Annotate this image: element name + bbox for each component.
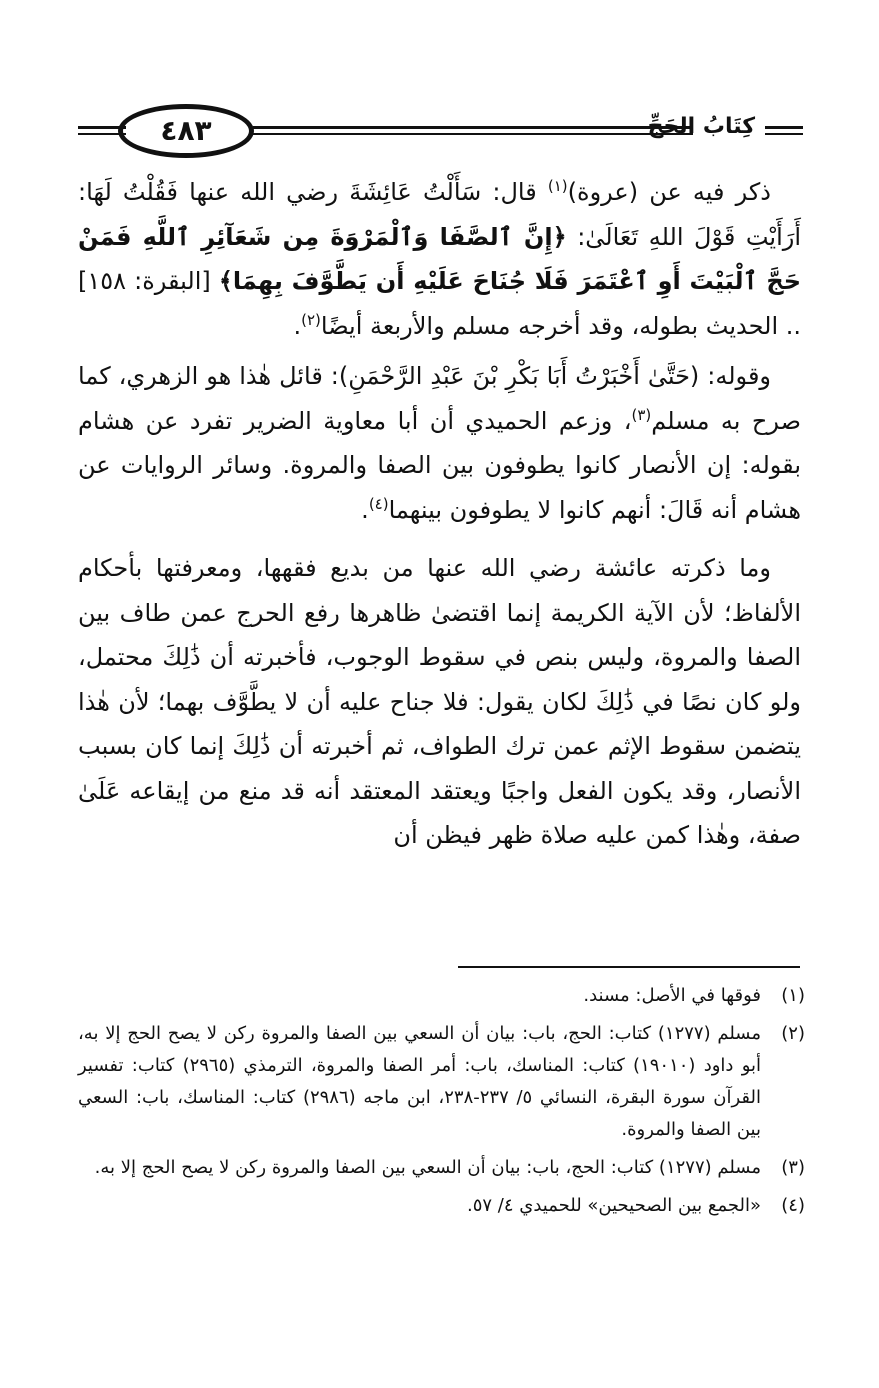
footnote-number: (٣) [781,1157,805,1178]
footnote-separator [458,966,800,968]
footnote-text: مسلم (١٢٧٧) كتاب: الحج، باب: بيان أن السعي بين الصفا والمروة ركن لا يصح الحج إلا به. [94,1157,761,1178]
paragraph-3: وما ذكرته عائشة رضي الله عنها من بديع فقهها، ومعرفتها بأحكام الألفاظ؛ لأن الآية الكريمة إنما اقتضىٰ ظاهرها رفع الحرج عمن طاف بين الصفا والمروة، وليس بنص في سقوط الوجوب، فأخبرته أن ذَٰلِكَ محتمل، ولو كان نصًا في ذَٰلِكَ لكان يقول: فلا جناح عليه أن لا يطَّوَّف بهما؛ لأن هٰذا يتضمن سقوط الإثم عمن ترك الطواف، ثم أخبرته أن ذَٰلِكَ إنما كان بسبب الأنصار، وقد يكون الفعل واجبًا ويعتقد المعتقد أنه قد منع من إيقاعه عَلَىٰ صفة، وهٰذا كمن عليه صلاة ظهر فيظن أن [78,554,801,849]
footnote-1 [78,980,805,1012]
footnote-ref-3: (٣) [631,405,652,424]
paragraph-2-text-c: . [361,495,369,524]
page-number: ٤٨٣ [160,114,212,147]
paragraph-2-text-a: وقوله: (حَتَّىٰ أَخْبَرْتُ أَبَا بَكْرِ بْنَ عَبْدِ الرَّحْمَنِ): قائل هٰذا هو الزهري، كما صرح به مسلم [78,362,801,435]
footnote-2 [78,1018,805,1146]
quran-verse: ﴿إِنَّ ٱلصَّفَا وَٱلْمَرْوَةَ مِن شَعَآئِرِ ٱللَّهِ فَمَنْ حَجَّ ٱلْبَيْتَ أَوِ ٱعْتَمَرَ فَلَا جُنَاحَ عَلَيْهِ أَن يَطَّوَّفَ بِهِمَا﴾ [78,222,802,295]
footnote-ref-1: (١) [547,177,568,195]
paragraph-1-text-c: [البقرة: ١٥٨] .. الحديث بطوله، وقد أخرجه مسلم والأربعة أيضًا [78,267,801,340]
footnote-4 [78,1190,805,1222]
header-rule-right [765,126,803,135]
footnote-ref-4: (٤) [368,494,389,513]
paragraph-2 [78,354,801,532]
footnote-ref-2: (٢) [301,310,321,329]
main-text [78,170,801,864]
page-header [78,100,803,164]
paragraph-1-text-a: ذكر فيه عن (عروة) [567,178,771,206]
footnote-text: «الجمع بين الصحيحين» للحميدي ٤/ ٥٧. [466,1195,761,1216]
footnotes [78,980,805,1228]
paragraph-1 [78,170,801,348]
footnote-number: (١) [781,985,805,1006]
footnote-number: (٤) [781,1195,805,1216]
header-rule-middle [253,126,693,135]
page-number-frame [118,104,254,158]
paragraph-2-text-b: ، وزعم الحميدي أن أبا معاوية الضرير تفرد عن هشام بقوله: إن الأنصار كانوا يطوفون بين الصفا والمروة. وسائر الروايات عن هشام أنه قَالَ: أنهم كانوا لا يطوفون بينهما [78,406,801,524]
footnote-number: (٢) [781,1023,805,1044]
paragraph-1-text-b: قال: سَأَلْتُ عَائِشَةَ رضي الله عنها فَقُلْتُ لَهَا: أَرَأَيْتِ قَوْلَ اللهِ تَعَالَىٰ: [78,178,801,251]
running-head: كِتَابُ الحَجِّ [647,114,755,139]
footnote-text: مسلم (١٢٧٧) كتاب: الحج، باب: بيان أن السعي بين الصفا والمروة ركن لا يصح الحج إلا به، أبو داود (١٩٠١٠) كتاب: المناسك، باب: أمر الصفا والمروة، الترمذي (٢٩٦٥) كتاب: تفسير القرآن سورة البقرة، النسائي ٥/ ٢٣٧-٢٣٨، ابن ماجه (٢٩٨٦) كتاب: المناسك، باب: السعي بين الصفا والمروة. [78,1023,761,1140]
paragraph-1-text-d: . [293,311,302,340]
footnote-3 [78,1152,805,1184]
footnote-text: فوقها في الأصل: مسند. [583,985,761,1006]
